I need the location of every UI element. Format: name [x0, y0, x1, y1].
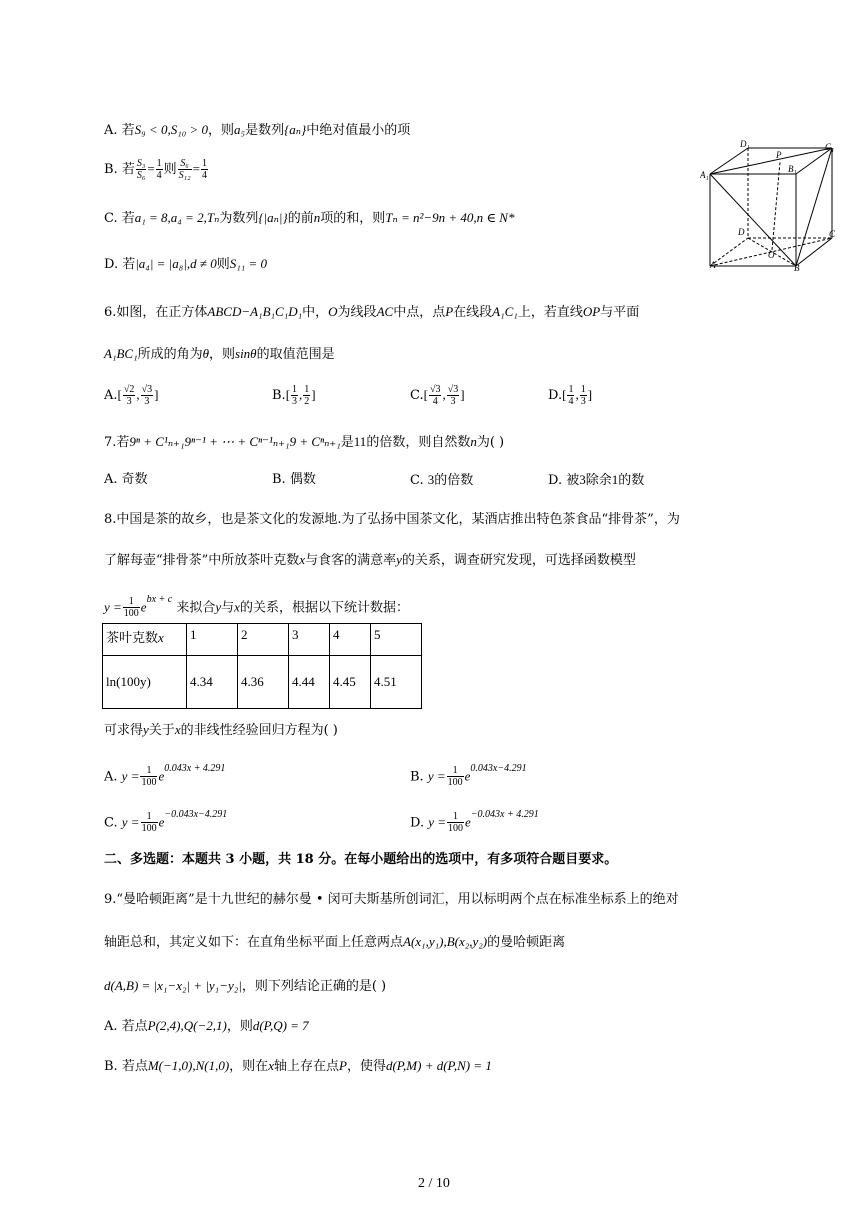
- q6-t0: 6.如图，在正方体: [104, 305, 208, 320]
- table-row-label: ln(100y): [103, 656, 187, 709]
- q6-line2: [104, 344, 335, 365]
- q9b-m2: x: [268, 1058, 274, 1073]
- q8-option-a: A. y = $\frac{1}{100}$ $e^{0.043x + 4.291}$: [104, 763, 226, 789]
- q8a-exp: 0.043x + 4.291: [164, 763, 226, 774]
- q5b-frac3: $\frac{\text{S₆}}{\text{S₁₂}}$: [178, 158, 191, 181]
- q5d-math1: |a₄| = |a₈|,d ≠ 0: [135, 256, 217, 271]
- q9-line1: 9.“曼哈顿距离”是十九世纪的赫尔曼 • 闵可夫斯基所创词汇，用以标明两个点在标准坐标系上的绝对: [104, 892, 679, 907]
- q6b-label: B.: [272, 388, 286, 403]
- q6-option-d: D.[ $\frac{1}{4}$ , $\frac{1}{3}$ ]: [548, 384, 593, 407]
- q7a-label: A. 奇数: [104, 472, 148, 487]
- q9-option-a: [104, 1016, 309, 1037]
- table-cell: 4: [330, 624, 371, 656]
- q8l2-t0: 了解每壶“排骨茶”中所放茶叶克数: [104, 553, 300, 568]
- q6-option-b: B.[ $\frac{1}{3}$ , $\frac{1}{2}$ ]: [272, 384, 316, 407]
- q6d-frac1: $\frac{1}{4}$: [568, 384, 574, 407]
- q6a-label: A.: [104, 388, 118, 403]
- q5c-math1: a₁ = 8,a₄ = 2,Tₙ: [134, 210, 220, 225]
- q8d-label: D.: [410, 815, 425, 831]
- table-row: [103, 624, 422, 656]
- q8l3-m2: x: [234, 599, 240, 615]
- q6-m6: OP: [582, 304, 601, 319]
- q6-t1: 中，: [302, 305, 329, 320]
- q7c-label: C.: [410, 473, 428, 488]
- q9b-label: B. 若点: [104, 1059, 148, 1074]
- q8l3-t1: 与: [221, 600, 235, 616]
- q5c-t1: 为数列: [219, 211, 259, 226]
- q5-option-a: [104, 120, 410, 141]
- q5c-t3: 项的和，则: [320, 211, 386, 226]
- q8d-exp: −0.043x + 4.291: [470, 809, 539, 820]
- q8l3-exp: bx + c: [146, 594, 173, 605]
- q5b-label: B. 若: [104, 162, 135, 177]
- q5c-t2: 的前: [287, 211, 314, 226]
- q5a-label: A. 若: [104, 123, 135, 138]
- q7-option-a: [104, 470, 148, 490]
- table-row: [103, 656, 422, 709]
- table-cell: 4.34: [187, 656, 238, 709]
- q6-t2: 为线段: [337, 305, 377, 320]
- q6l2-m2: θ: [202, 346, 209, 361]
- q5b-eq2: =: [192, 161, 200, 176]
- q6-m4: P: [445, 304, 454, 319]
- q7-m1: 11: [353, 434, 367, 449]
- q7d-m: 3: [579, 472, 586, 487]
- q5d-math2: S₁₁ = 0: [229, 256, 268, 271]
- q8ask-t1: 关于: [148, 723, 175, 738]
- q7-option-d: [548, 470, 644, 491]
- q6-t5: 上，若直线: [517, 305, 583, 320]
- q9a-label: A. 若点: [104, 1019, 148, 1034]
- q8ask-m1: y: [143, 722, 149, 737]
- q9-option-b: [104, 1056, 492, 1077]
- q8l3-t0: 来拟合: [176, 600, 216, 616]
- q5c-math2: {|aₙ|}: [258, 210, 288, 225]
- label-b1: B₁: [788, 164, 797, 174]
- q9b-m3: P: [338, 1058, 347, 1073]
- q8l2-m1: x: [299, 552, 306, 567]
- q8ask-t2: 的非线性经验回归方程为( ): [180, 723, 338, 738]
- q5a-t3: 中绝对值最小的项: [306, 123, 411, 138]
- q7d-label: D. 被: [548, 473, 580, 488]
- label-d: D: [738, 227, 745, 237]
- q7-t2: 的倍数，则自然数: [366, 435, 471, 450]
- q7-option-c: [410, 470, 473, 491]
- table-cell: 1: [187, 624, 238, 656]
- q7-t1: 是: [340, 435, 354, 450]
- table-cell: 4.51: [371, 656, 422, 709]
- q5c-math4: Tₙ = n²−9n + 40,n ∈ N*: [385, 210, 515, 225]
- segment-op: [772, 162, 780, 250]
- q7c-m: 3: [427, 472, 435, 487]
- q8-ask: [104, 720, 338, 741]
- q8l2-t2: 的关系，调查研究发现，可选择函数模型: [401, 553, 636, 568]
- q8ask-m2: x: [174, 722, 181, 737]
- q5a-t2: 是数列: [245, 123, 285, 138]
- q9b-t1: ，则在: [229, 1059, 269, 1074]
- q5a-t1: ，则: [208, 123, 235, 138]
- q8-stats-table: [102, 623, 422, 709]
- q6-m2: O: [328, 304, 338, 319]
- q7-math: 9ⁿ + C¹ₙ₊₁9ⁿ⁻¹ + ⋯ + Cⁿ⁻¹ₙ₊₁9 + Cⁿₙ₊₁: [129, 434, 341, 449]
- q8l2-m2: y: [396, 552, 402, 567]
- q7-m2: n: [470, 434, 477, 449]
- label-a1: A₁: [700, 170, 709, 180]
- table-cell: 4.45: [330, 656, 371, 709]
- q8b-label: B.: [410, 769, 424, 785]
- q6-option-c: C.[ $\frac{√3}{4}$ , $\frac{√3}{3}$ ]: [410, 384, 465, 407]
- q7b-label: B. 偶数: [272, 472, 316, 487]
- diag-a1b: [710, 174, 796, 266]
- q6c-label: C.: [410, 388, 424, 403]
- q6-line1: [104, 302, 639, 323]
- q6l2-t2: ，则: [209, 347, 236, 362]
- q9l2-t0: 轴距总和，其定义如下：在直角坐标平面上任意两点: [104, 935, 404, 950]
- q5b-t1: 则: [163, 162, 177, 177]
- q6-t3: 中点，点: [393, 305, 446, 320]
- q9b-t3: ，使得: [346, 1059, 386, 1074]
- q8-option-b: B. y = $\frac{1}{100}$ $e^{0.043x-4.291}$: [410, 763, 527, 789]
- q8c-label: C.: [104, 815, 118, 831]
- label-b: B: [794, 263, 800, 273]
- q7d-m2: 1: [611, 472, 619, 487]
- q6c-frac2: $\frac{√3}{3}$: [447, 384, 459, 407]
- q6-m3: AC: [376, 304, 394, 319]
- q8-line3: [104, 590, 409, 622]
- q6-t6: 与平面: [600, 305, 640, 320]
- q6d-label: D.: [548, 388, 563, 403]
- q7-t3: 为( ): [476, 435, 505, 450]
- q5a-math3: {aₙ}: [284, 122, 307, 137]
- q6d-frac2: $\frac{1}{3}$: [580, 384, 586, 407]
- table-cell: 2: [238, 624, 289, 656]
- q8-line1: 8.中国是茶的故乡，也是茶文化的发源地.为了弘扬中国茶文化，某酒店推出特色茶食品“排骨茶”，为: [104, 512, 680, 527]
- q7c-rest: 的倍数: [434, 473, 474, 488]
- q6b-frac1: $\frac{1}{3}$: [292, 384, 298, 407]
- q5a-math2: a₅: [234, 122, 246, 137]
- q6l2-t1: 所成的角为: [137, 347, 203, 362]
- label-c1: C₁: [825, 142, 835, 152]
- q8-option-d: D. y = $\frac{1}{100}$ $e^{-0.043x + 4.291}$: [410, 809, 539, 835]
- q7d-rest: 的数: [618, 473, 645, 488]
- q6c-frac1: $\frac{√3}{4}$: [429, 384, 441, 407]
- table-cell: 4.44: [289, 656, 330, 709]
- table-cell: 3: [289, 624, 330, 656]
- q6l2-t3: 的取值范围是: [256, 347, 335, 362]
- q9a-m1: P(2,4),Q(−2,1): [147, 1018, 227, 1033]
- q6a-frac2: $\frac{√3}{3}$: [141, 384, 153, 407]
- q7-option-b: [272, 470, 316, 490]
- q5d-t1: 则: [216, 257, 230, 272]
- q5c-label: C. 若: [104, 211, 135, 226]
- q8c-exp: −0.043x−4.291: [164, 809, 228, 820]
- q6-m5: A₁C₁: [492, 304, 518, 319]
- q5a-math1: S₉ < 0,S₁₀ > 0: [134, 122, 209, 137]
- q9a-t1: ，则: [226, 1019, 253, 1034]
- q9l3-t1: ，则下列结论正确的是( ): [241, 979, 387, 994]
- q7-stem: [104, 432, 504, 453]
- table-cell: 5: [371, 624, 422, 656]
- q8l3-y: y =: [104, 599, 122, 615]
- q6b-frac2: $\frac{1}{2}$: [304, 384, 310, 407]
- q6-option-a: A.[ $\frac{√2}{3}$ , $\frac{√3}{3}$ ]: [104, 384, 159, 407]
- label-o: O: [768, 250, 775, 260]
- q8l3-e: e: [140, 599, 147, 615]
- q8b-exp: 0.043x−4.291: [470, 763, 527, 774]
- q6-m1: ABCD−A₁B₁C₁D₁: [207, 304, 303, 319]
- label-c: C: [829, 229, 836, 239]
- q5b-frac1: $\frac{\text{S₃}}{\text{S₆}}$: [136, 158, 146, 181]
- label-p: P: [776, 150, 782, 160]
- edge-ad: [710, 238, 748, 266]
- q9b-m1: M(−1,0),N(1,0): [147, 1058, 230, 1073]
- q9-line3: [104, 976, 386, 997]
- q6l2-m3: sinθ: [235, 346, 257, 361]
- q9b-t2: 轴上存在点: [273, 1059, 339, 1074]
- q9b-m4: d(P,M) + d(P,N) = 1: [385, 1058, 492, 1073]
- label-a: A: [710, 260, 716, 270]
- q7d-mid: 除余: [585, 473, 612, 488]
- q6l2-m1: A₁BC₁: [104, 346, 138, 361]
- q8ask-t0: 可求得: [104, 723, 144, 738]
- q9l2-t1: 的曼哈顿距离: [487, 935, 566, 950]
- page-number: 2 / 10: [418, 1176, 450, 1191]
- q8a-label: A.: [104, 769, 118, 785]
- label-d1: D₁: [740, 139, 750, 149]
- q5-option-d: [104, 254, 267, 275]
- cube-figure: [700, 138, 840, 273]
- q5-option-b: [104, 154, 209, 185]
- q5d-label: D. 若: [104, 257, 136, 272]
- q9l2-m1: A(x₁,y₁),B(x₂,y₂): [403, 934, 488, 949]
- diag-c1b: [796, 148, 832, 266]
- q9l3-m1: d(A,B) = |x₁−x₂| + |y₁−y₂|: [104, 978, 242, 993]
- q9a-m2: d(P,Q) = 7: [252, 1018, 309, 1033]
- q8l3-frac: $\frac{1}{100}$: [123, 596, 139, 620]
- q8l3-t2: 的关系，根据以下统计数据：: [239, 600, 409, 616]
- q6a-frac1: $\frac{√2}{3}$: [123, 384, 135, 407]
- q5b-frac2: $\frac{1}{4}$: [156, 158, 162, 181]
- q5-option-c: [104, 208, 514, 229]
- q7-t0: 7.若: [104, 435, 130, 450]
- table-cell: 4.36: [238, 656, 289, 709]
- q5b-eq1: =: [147, 161, 155, 176]
- q5b-frac4: $\frac{1}{4}$: [201, 158, 207, 181]
- q5c-math3: n: [313, 210, 321, 225]
- q8-option-c: C. y = $\frac{1}{100}$ $e^{-0.043x-4.291}$: [104, 809, 228, 835]
- table-header-cell: 茶叶克数x: [103, 624, 187, 656]
- q8-line2: [104, 550, 636, 571]
- q8l2-t1: 与食客的满意率: [305, 553, 397, 568]
- q8l3-m1: y: [215, 599, 222, 615]
- q9-line2: [104, 932, 565, 953]
- q6-t4: 在线段: [453, 305, 493, 320]
- section-heading-multi-choice: 二、多选题：本题共 3 小题，共 18 分。在每小题给出的选项中，有多项符合题目要求。: [104, 852, 618, 867]
